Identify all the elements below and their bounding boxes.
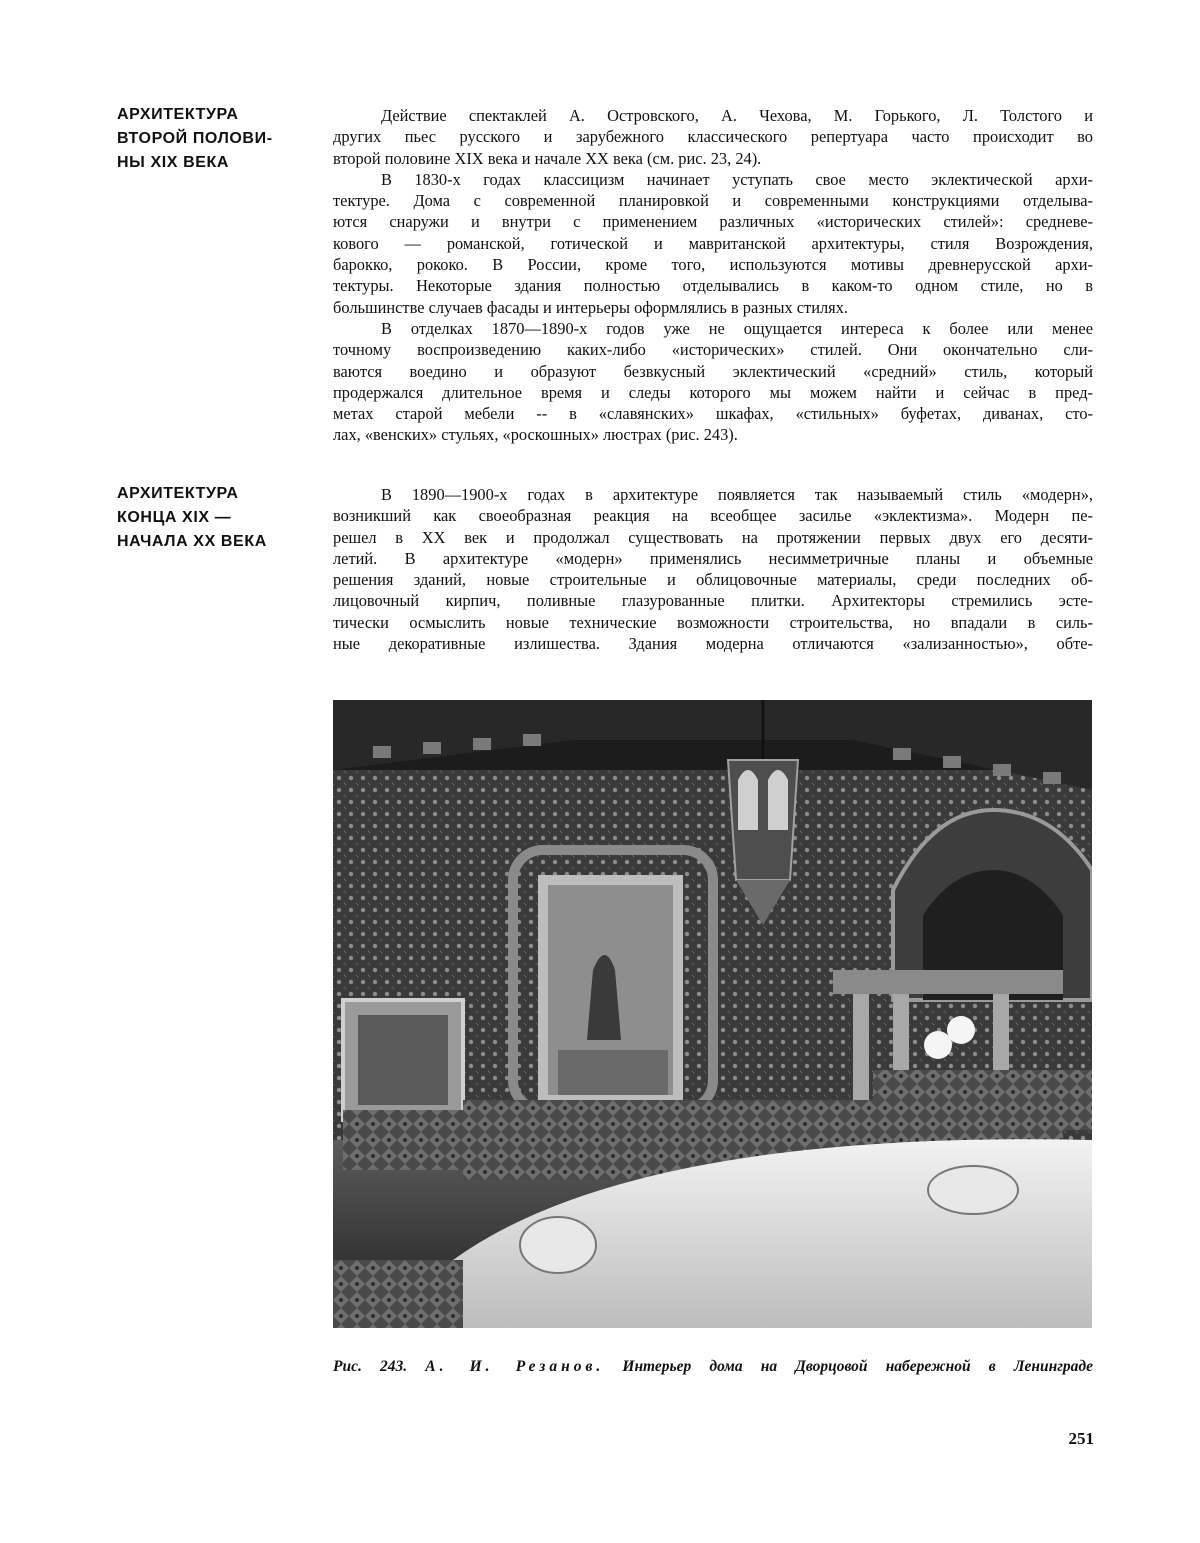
heading-line: АРХИТЕКТУРА [117, 106, 239, 123]
text-line: большинстве случаев фасады и интерьеры оформлялись в разных стилях. [333, 297, 848, 317]
text-line: метах старой мебели -- в «славянских» шкафах, «стильных» буфетах, диванах, сто- [333, 404, 1093, 424]
interior-photo-illustration [333, 700, 1092, 1328]
heading-line: ВТОРОЙ ПОЛОВИ- [117, 130, 273, 147]
text-line: Действие спектаклей А. Островского, А. Чехова, М. Горького, Л. Толстого и [381, 106, 1093, 125]
text-line: ные декоративные излишества. Здания модерна отличаются «зализанностью», обте- [333, 634, 1093, 654]
section-heading-second-half-19c [117, 103, 317, 175]
text-line: возникший как своеобразная реакция на всеобщее засилье «эклектизма». Модерн пе- [333, 506, 1093, 526]
text-line: кового — романской, готической и мавританской архитектуры, стиля Возрождения, [333, 233, 1093, 253]
text-line: В отделках 1870—1890-х годов уже не ощущается интереса к более или менее [381, 318, 1093, 338]
text-line: тектуры. Некоторые здания полностью отделывались в каком-то одном стиле, но в [333, 276, 1093, 296]
text-line: второй половине XIX века и начале XX века (см. рис. 23, 24). [333, 148, 762, 168]
text-line: ются снаружи и внутри с применением различных «исторических стилей»: средневе- [333, 212, 1093, 232]
text-line: ваются воедино и образуют безвкусный эклектический «средний» стиль, который [333, 361, 1093, 381]
figure-caption [333, 1356, 1093, 1378]
text-line: решения зданий, новые строительные и облицовочные материалы, среди последних об- [333, 570, 1093, 590]
heading-line: АРХИТЕКТУРА [117, 485, 239, 502]
text-line: лах, «венских» стульях, «роскошных» люстрах (рис. 243). [333, 425, 738, 445]
text-line: лицовочный кирпич, поливные глазурованные плитки. Архитекторы стремились эсте- [333, 591, 1093, 611]
caption-text: Интерьер дома на Дворцовой набережной в Ленинграде [604, 1358, 1093, 1375]
paragraph [333, 318, 1093, 446]
caption-author: А. И. Резанов. [425, 1358, 605, 1375]
section-heading-late-19c-early-20c [117, 482, 317, 554]
caption-prefix: Рис. 243. [333, 1358, 426, 1375]
interior-photograph [333, 700, 1092, 1328]
text-line: продержался длительное время и следы которого мы можем найти и сейчас в пред- [333, 382, 1093, 402]
paragraph [333, 484, 1093, 654]
text-line: решел в XX век и продолжал существовать на протяжении первых двух его десяти- [333, 527, 1093, 547]
paragraph [333, 105, 1093, 169]
heading-line: НАЧАЛА XX ВЕКА [117, 533, 267, 550]
section-body-late-19c-early-20c [333, 484, 1093, 654]
text-line: других пьес русского и зарубежного классического репертуара часто происходит во [333, 127, 1093, 147]
text-line: точному воспроизведению каких-либо «исторических» стилей. Они окончательно сли- [333, 340, 1093, 360]
text-line: В 1890—1900-х годах в архитектуре появляется так называемый стиль «модерн», [381, 485, 1093, 504]
text-line: В 1830-х годах классицизм начинает уступать свое место эклектической архи- [381, 169, 1093, 189]
text-line: тектуре. Дома с современной планировкой и современными конструкциями отделыва- [333, 191, 1093, 211]
text-line: летий. В архитектуре «модерн» применялись несимметричные планы и объемные [333, 548, 1093, 568]
page-number: 251 [1068, 1429, 1094, 1448]
text-line: барокко, рококо. В России, кроме того, используются мотивы древнерусской архи- [333, 255, 1093, 275]
heading-line: КОНЦА XIX — [117, 509, 232, 526]
section-body-second-half-19c [333, 105, 1093, 446]
paragraph [333, 169, 1093, 318]
heading-line: НЫ XIX ВЕКА [117, 154, 230, 171]
text-line: тически осмыслить новые технические возможности строительства, но впадали в силь- [333, 612, 1093, 632]
